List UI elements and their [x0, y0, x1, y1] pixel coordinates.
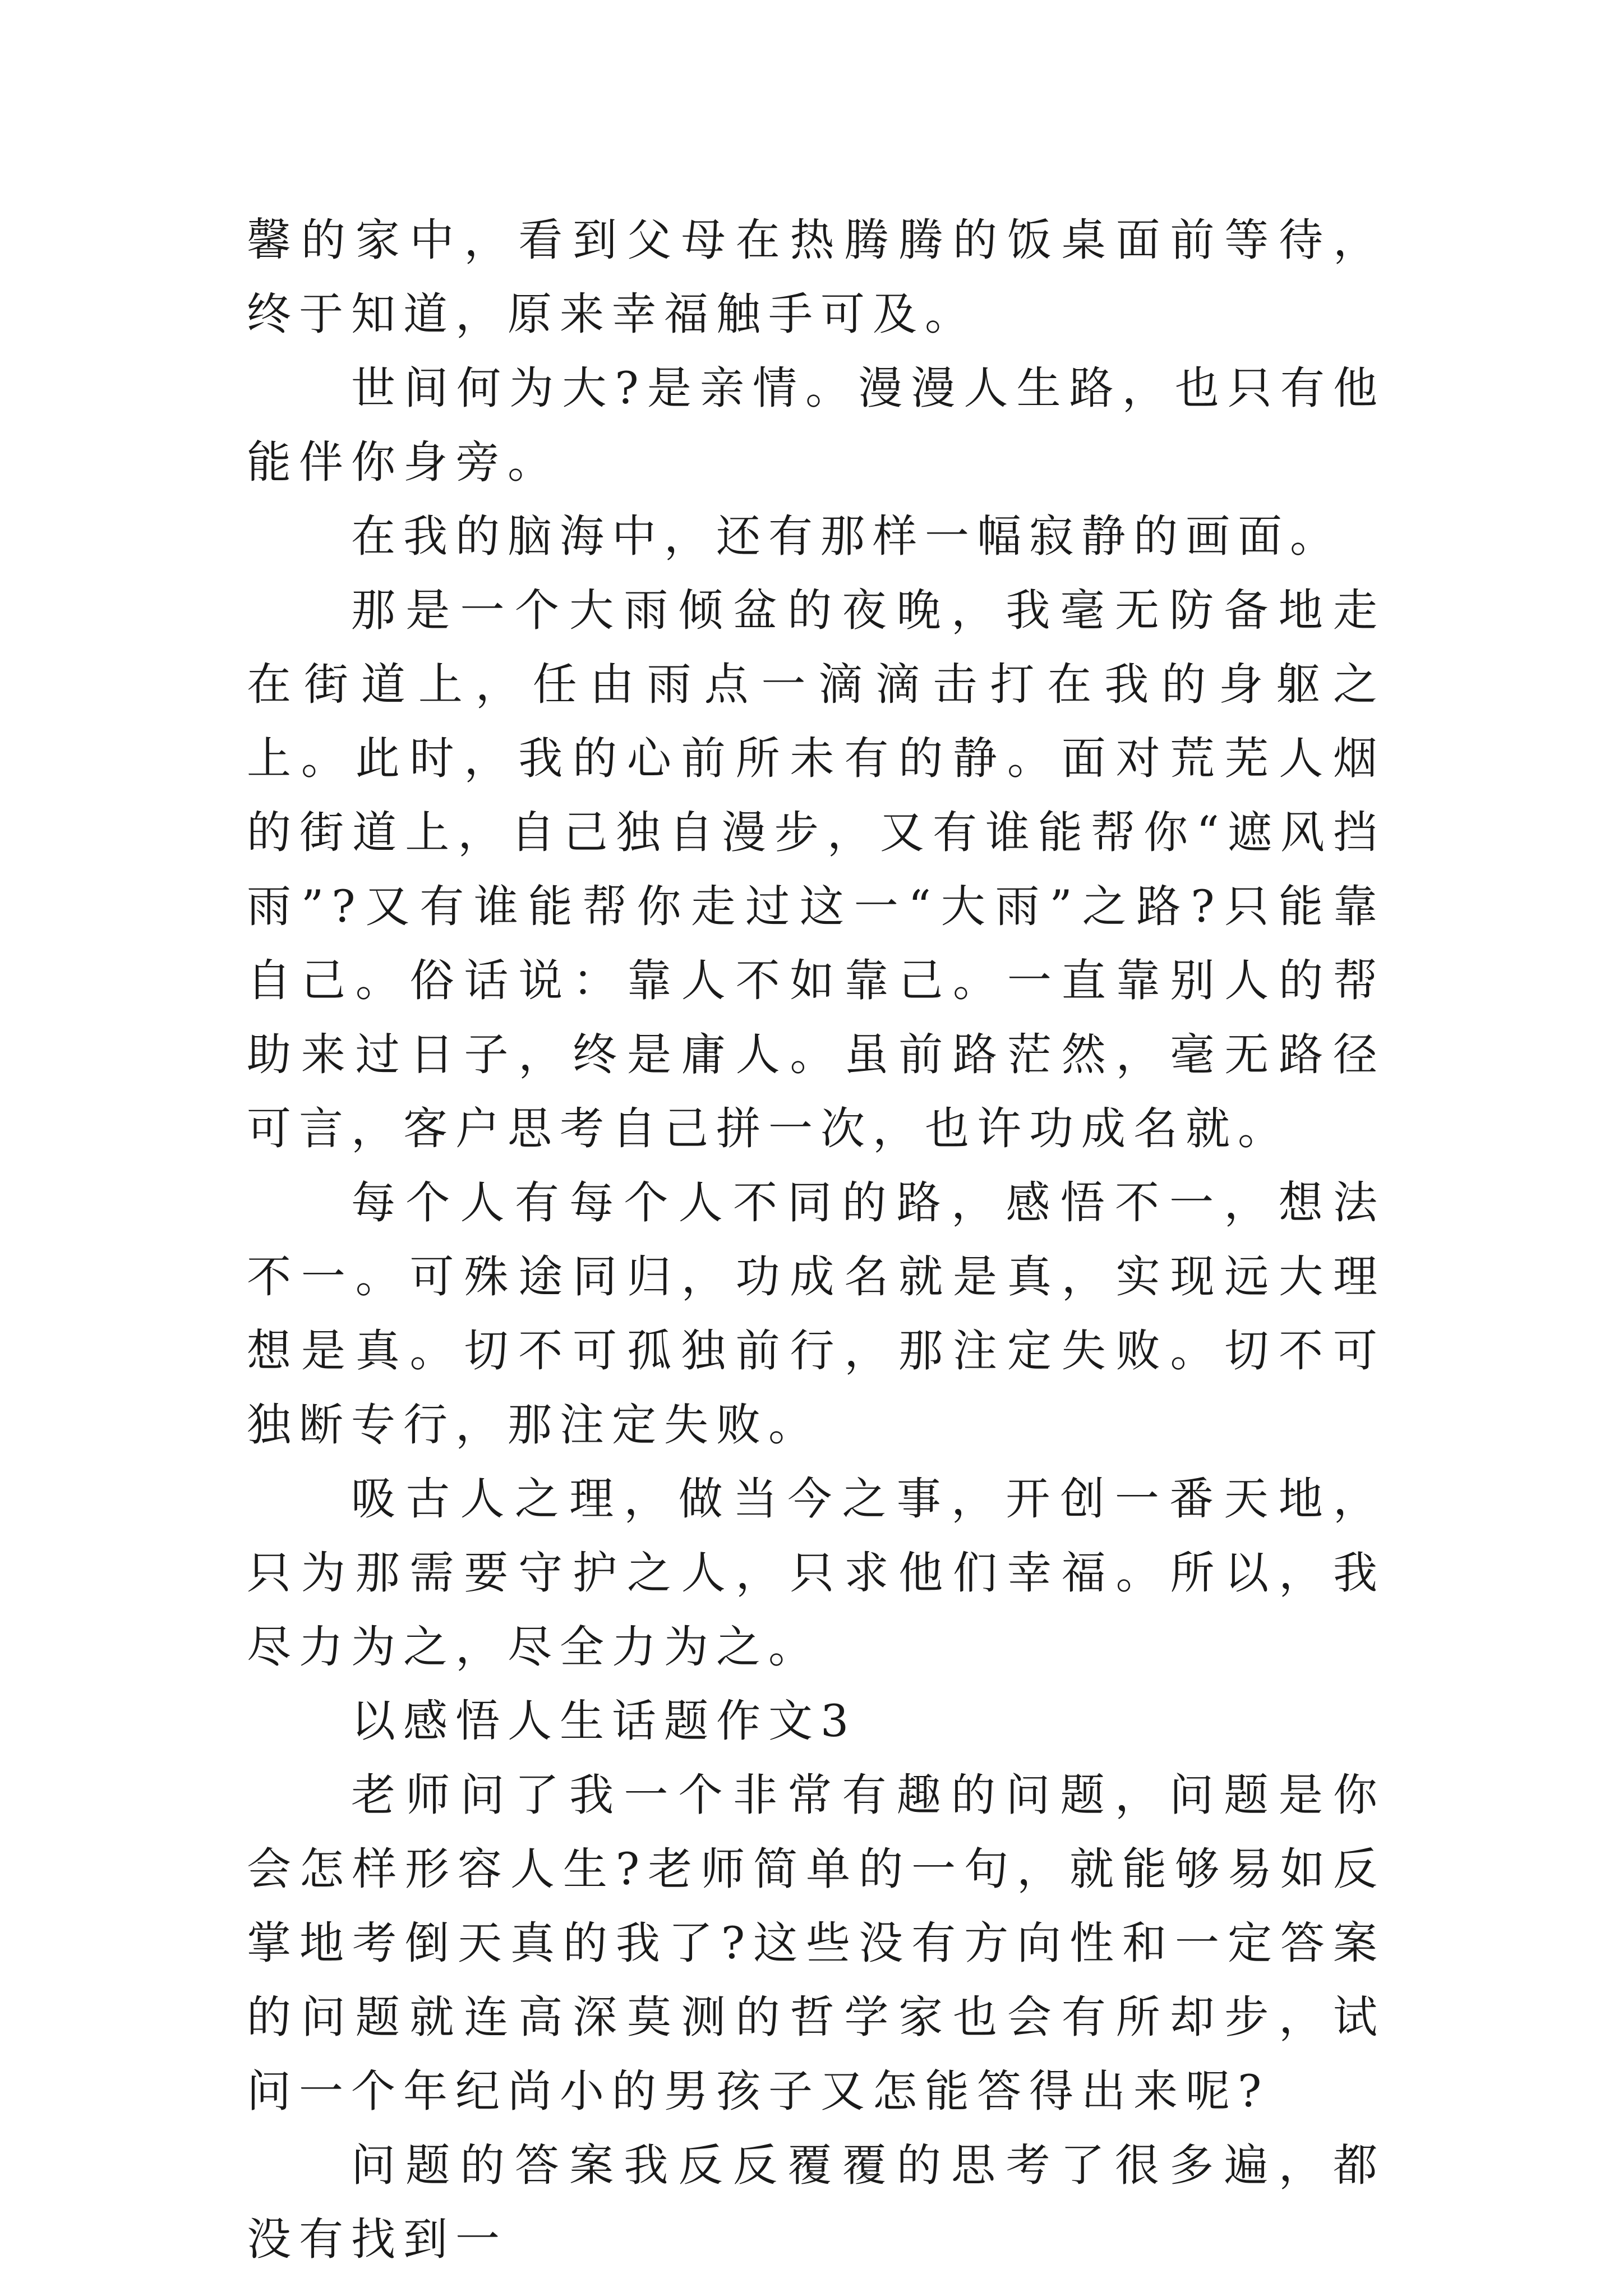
paragraph: 老师问了我一个非常有趣的问题，问题是你会怎样形容人生?老师简单的一句，就能够易如反掌地考倒天真的我了?这些没有方向性和一定答案的问题就连高深莫测的哲学家也会有所却步，试问一个年纪尚小的男孩子又怎能答得出来呢? [247, 1769, 1385, 2117]
paragraph: 吸古人之理，做当今之事，开创一番天地，只为那需要守护之人，只求他们幸福。所以，我尽力为之，尽全力为之。 [247, 1473, 1385, 1673]
section-heading: 以感悟人生话题作文3 [351, 1695, 857, 1747]
paragraph: 世间何为大?是亲情。漫漫人生路，也只有他能伴你身旁。 [247, 362, 1385, 488]
paragraph-continuation: 馨的家中，看到父母在热腾腾的饭桌面前等待，终于知道，原来幸福触手可及。 [247, 214, 1385, 340]
paragraph: 在我的脑海中，还有那样一幅寂静的画面。 [351, 510, 1342, 562]
body-text [247, 203, 1385, 2276]
paragraph: 那是一个大雨倾盆的夜晚，我毫无防备地走在街道上，任由雨点一滴滴击打在我的身躯之上。此时，我的心前所未有的静。面对荒芜人烟的街道上，自己独自漫步，又有谁能帮你“遮风挡雨”?又有谁能帮你走过这一“大雨”之路?只能靠自己。俗话说：靠人不如靠己。一直靠别人的帮助来过日子，终是庸人。虽前路茫然，毫无路径可言，客户思考自己拼一次，也许功成名就。 [247, 585, 1385, 1154]
paragraph: 问题的答案我反反覆覆的思考了很多遍，都没有找到一 [247, 2139, 1385, 2265]
paragraph: 每个人有每个人不同的路，感悟不一，想法不一。可殊途同归，功成名就是真，实现远大理想是真。切不可孤独前行，那注定失败。切不可独断专行，那注定失败。 [247, 1177, 1385, 1451]
